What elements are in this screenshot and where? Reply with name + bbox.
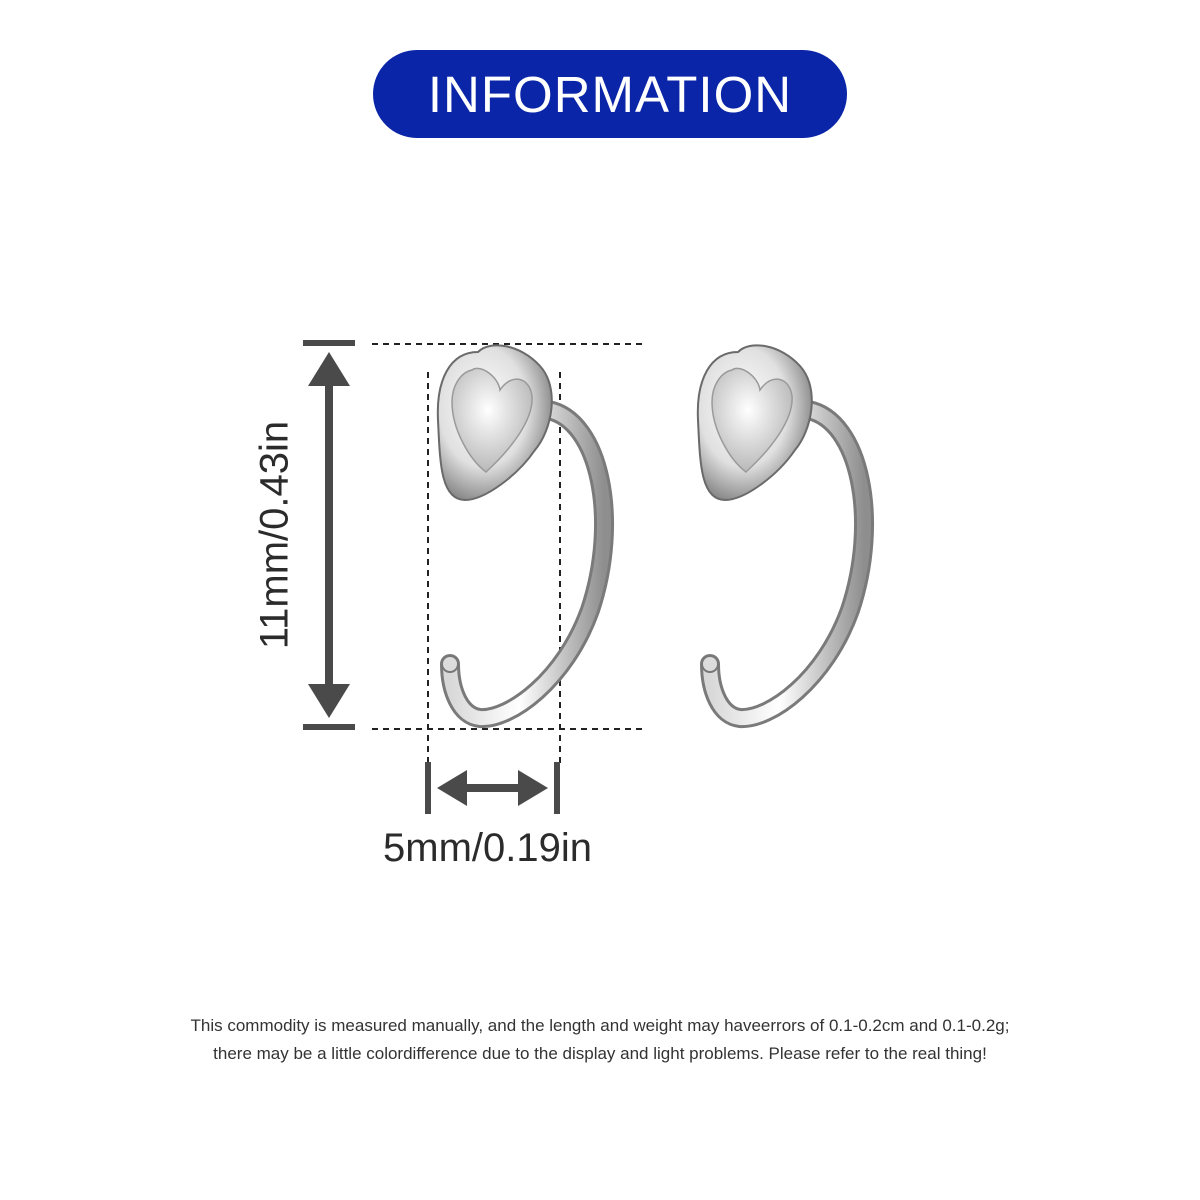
height-arrow — [303, 343, 355, 727]
width-label: 5mm/0.19in — [383, 826, 592, 870]
height-label: 11mm/0.43in — [252, 420, 297, 650]
disclaimer-line-2: there may be a little colordifference due to the display and light problems. Please refer to the real thing! — [213, 1044, 987, 1063]
earring-left — [438, 345, 604, 718]
disclaimer — [0, 1012, 1200, 1068]
width-arrow — [428, 762, 557, 814]
disclaimer-line-1: This commodity is measured manually, and the length and weight may haveerrors of 0.1-0.2cm and 0.1-0.2g; — [190, 1016, 1010, 1035]
header-title: INFORMATION — [427, 65, 793, 123]
earring-right — [698, 345, 864, 718]
